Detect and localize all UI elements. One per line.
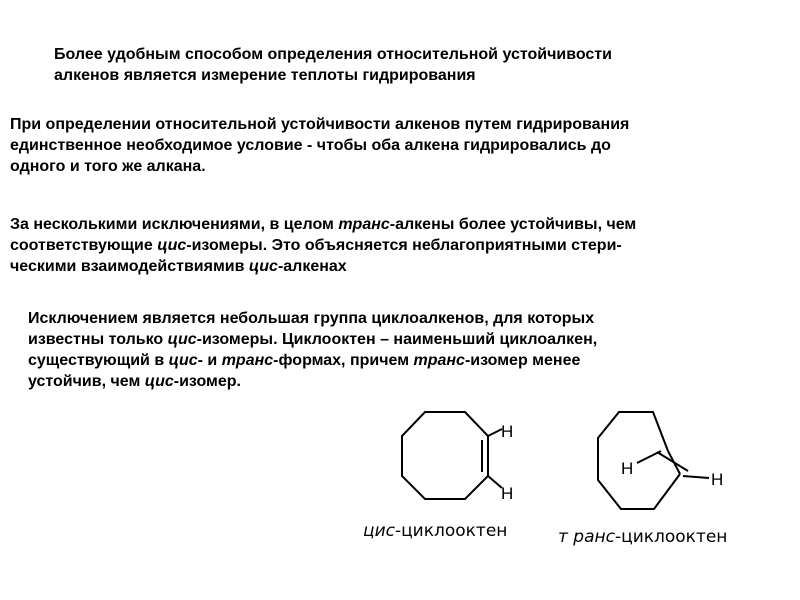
trans-h-right-label: H xyxy=(711,470,724,489)
cis-h-bottom-label: H xyxy=(501,484,514,503)
cis-cyclooctene-ring xyxy=(402,412,488,499)
trans-double-bond-second xyxy=(657,452,688,471)
cis-bond-h-top xyxy=(488,429,502,436)
condition-line-2: единственное необходимое условие - чтобы оба алкена гидрировались до xyxy=(10,137,611,154)
stability-line-2: соответствующие цис-изомеры. Это объясняется неблагоприятными стери- xyxy=(10,237,622,254)
cis-cyclooctene-structure xyxy=(402,412,502,499)
stability-line-1: За несколькими исключениями, в целом транс-алкены более устойчивы, чем xyxy=(10,216,637,233)
intro-line-2: алкенов является измерение теплоты гидрирования xyxy=(54,67,476,84)
exception-line-2: известны только цис-изомеры. Циклооктен – наименьший циклоалкен, xyxy=(28,331,598,348)
stability-line-3: ческими взаимодействиямив цис-алкенах xyxy=(10,258,347,275)
intro-line-1: Более удобным способом определения относительной устойчивости xyxy=(54,46,612,63)
trans-cyclooctene-ring xyxy=(598,412,680,509)
trans-h-left-label: H xyxy=(621,459,634,478)
condition-line-1: При определении относительной устойчивости алкенов путем гидрирования xyxy=(10,116,630,133)
condition-line-3: одного и того же алкана. xyxy=(10,158,206,175)
trans-bond-h-left xyxy=(637,451,661,463)
exception-line-4: устойчив, чем цис-изомер. xyxy=(28,373,241,390)
trans-bond-h-right xyxy=(683,476,709,478)
exception-line-1: Исключением является небольшая группа циклоалкенов, для которых xyxy=(28,310,595,327)
cis-bond-h-bottom xyxy=(488,476,502,488)
trans-cyclooctene-structure xyxy=(598,412,709,509)
cis-h-top-label: H xyxy=(501,422,514,441)
exception-line-3: существующий в цис- и транс-формах, причем транс-изомер менее xyxy=(28,352,581,369)
trans-cyclooctene-caption: т ранс-циклооктен xyxy=(558,527,728,547)
cis-cyclooctene-caption: цис-циклооктен xyxy=(363,521,508,541)
